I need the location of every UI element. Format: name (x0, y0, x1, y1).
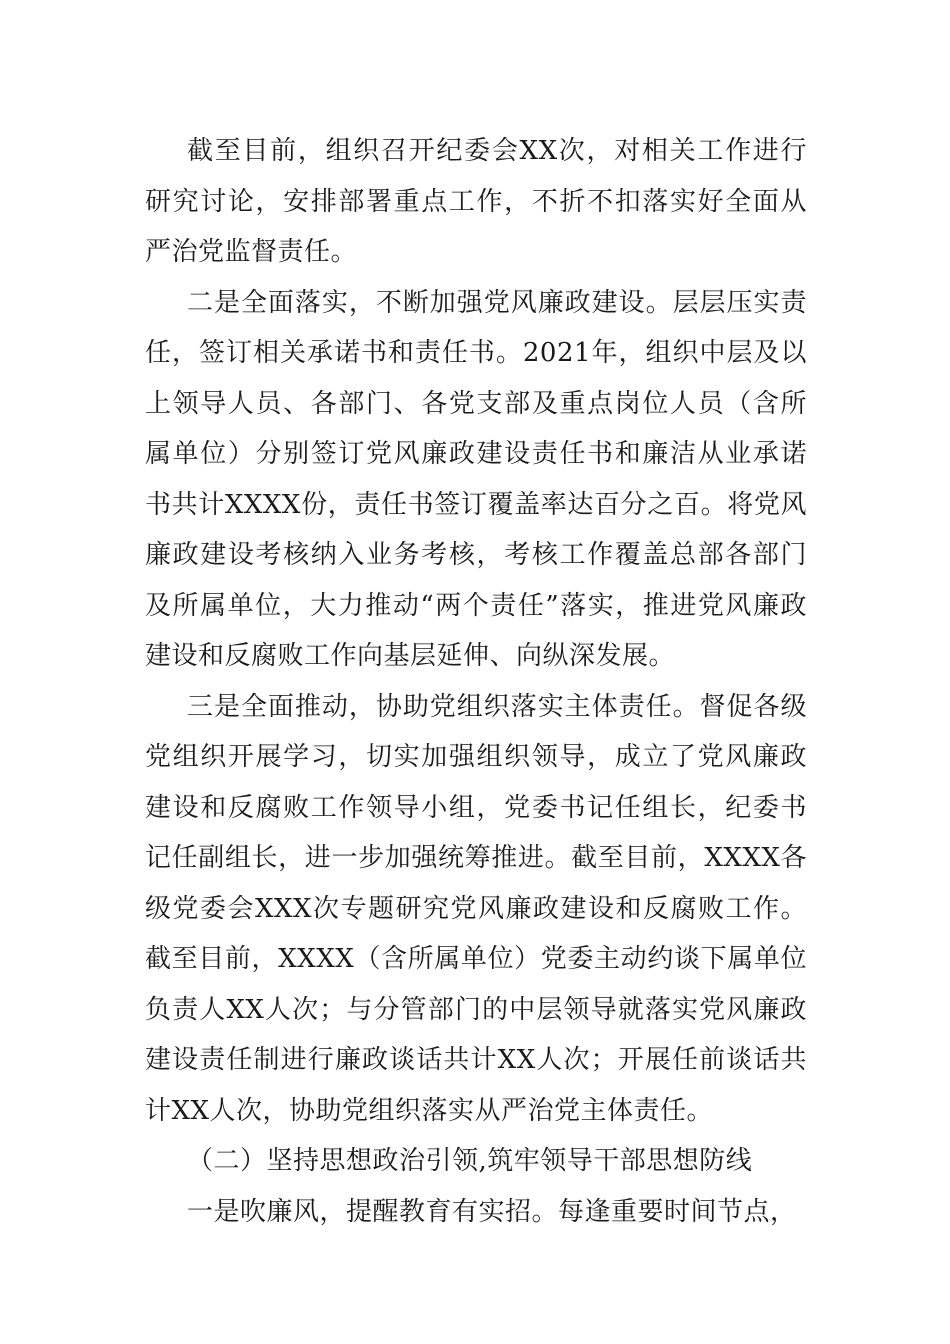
paragraph-point-one: 一是吹廉风，提醒教育有实招。每逢重要时间节点， (187, 1196, 797, 1227)
paragraph-progress-summary: 截至目前，组织召开纪委会XX次，对相关工作进行研究讨论，安排部署重点工作，不折不扣落实好全面从严治党监督责任。 (145, 136, 807, 267)
document-body (145, 126, 807, 1237)
paragraph-point-two: 二是全面落实，不断加强党风廉政建设。层层压实责任，签订相关承诺书和责任书。2021年，组织中层及以上领导人员、各部门、各党支部及重点岗位人员（含所属单位）分别签订党风廉政建设责任书和廉洁从业承诺书共计XXXX份，责任书签订覆盖率达百分之百。将党风廉政建设考核纳入业务考核，考核工作覆盖总部各部门及所属单位，大力推动“两个责任”落实，推进党风廉政建设和反腐败工作向基层延伸、向纵深发展。 (145, 287, 807, 671)
section-heading-two: （二）坚持思想政治引领,筑牢领导干部思想防线 (187, 1146, 753, 1176)
paragraph-point-three: 三是全面推动，协助党组织落实主体责任。督促各级党组织开展学习，切实加强组织领导，成立了党风廉政建设和反腐败工作领导小组，党委书记任组长，纪委书记任副组长，进一步加强统筹推进。截至目前，XXXX各级党委会XXX次专题研究党风廉政建设和反腐败工作。截至目前，XXXX（含所属单位）党委主动约谈下属单位负责人XX人次；与分管部门的中层领导就落实党风廉政建设责任制进行廉政谈话共计XX人次；开展任前谈话共计XX人次，协助党组织落实从严治党主体责任。 (145, 691, 807, 1126)
